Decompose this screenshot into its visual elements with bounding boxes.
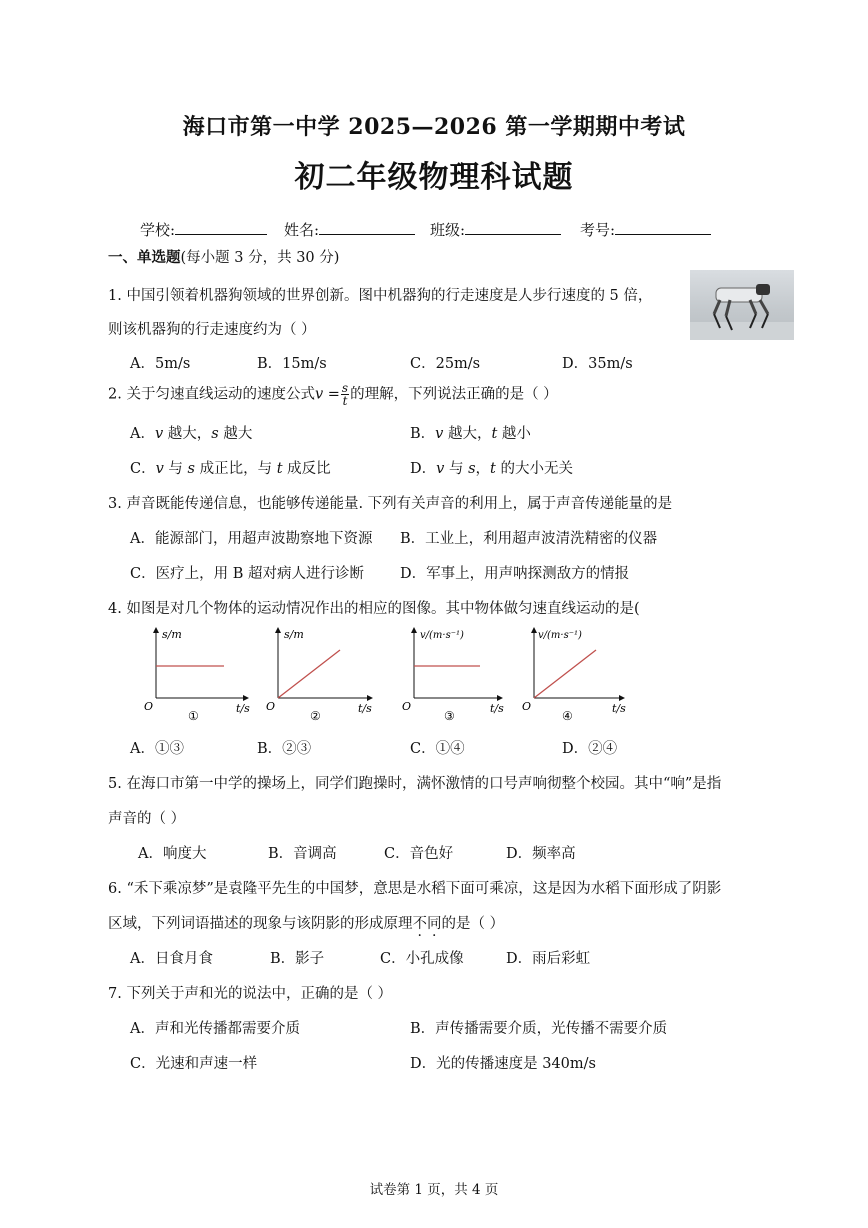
q2-option-d[interactable]: D．v 与 s，t 的大小无关: [410, 461, 573, 477]
q4-option-a[interactable]: A．①③: [130, 741, 184, 757]
exam-title-line2: 初二年级物理科试题: [294, 160, 574, 195]
q1-option-d[interactable]: D．35m/s: [562, 356, 633, 372]
graph-4-xlabel: t/s: [612, 702, 626, 715]
q3-option-d[interactable]: D．军事上，用声呐探测敌方的情报: [400, 566, 630, 582]
q7-option-b[interactable]: B．声传播需要介质，光传播不需要介质: [410, 1021, 668, 1037]
q6-option-d[interactable]: D．雨后彩虹: [506, 951, 591, 967]
q3-option-b[interactable]: B．工业上，利用超声波清洗精密的仪器: [400, 531, 658, 547]
graph-1-origin: O: [144, 700, 154, 713]
graph-2-line: [278, 650, 340, 698]
q7-option-a[interactable]: A．声和光传播都需要介质: [130, 1021, 300, 1037]
info-school: 学校:: [140, 218, 267, 240]
q7-option-c[interactable]: C．光速和声速一样: [130, 1056, 258, 1072]
q5-stem-line1: 5. 在海口市第一中学的操场上，同学们跑操时，满怀激情的口号声响彻整个校园。其中“响”是指: [108, 776, 722, 792]
graph-2-xlabel: t/s: [358, 702, 372, 715]
q3-stem: 3. 声音既能传递信息，也能够传递能量. 下列有关声音的利用上，属于声音传递能量的是: [108, 496, 673, 512]
q5-option-a[interactable]: A．响度大: [138, 846, 207, 862]
q2-option-b[interactable]: B．v 越大，t 越小: [410, 426, 531, 442]
q5-option-c[interactable]: C．音色好: [384, 846, 454, 862]
info-name: 姓名:: [284, 218, 415, 240]
graph-1-xlabel: t/s: [236, 702, 250, 715]
q5-option-b[interactable]: B．音调高: [268, 846, 337, 862]
graph-2-number: ②: [310, 709, 321, 723]
q6-stem-line2: 区域，下列词语描述的现象与该阴影的形成原理不同的是（ ）: [108, 916, 505, 932]
name-blank[interactable]: [319, 218, 415, 235]
q7-stem: 7. 下列关于声和光的说法中，正确的是（ ）: [108, 986, 393, 1002]
graph-1-number: ①: [188, 709, 199, 723]
graph-4-line: [534, 650, 596, 698]
q6-option-a[interactable]: A．日食月食: [130, 951, 213, 967]
emphasis-same: 同: [427, 916, 442, 932]
graph-3-origin: O: [402, 700, 412, 713]
q1-option-c[interactable]: C．25m/s: [410, 356, 481, 372]
graph-4: [522, 628, 626, 723]
q2-option-c[interactable]: C．v 与 s 成正比，与 t 成反比: [130, 461, 331, 477]
q1-stem-line1: 1. 中国引领着机器狗领域的世界创新。图中机器狗的行走速度是人步行速度的 5 倍，: [108, 288, 653, 304]
graph-2: [266, 628, 372, 723]
q1-stem-line2: 则该机器狗的行走速度约为（ ）: [108, 322, 316, 338]
section-heading: 一、单选题(每小题 3 分，共 30 分): [108, 249, 340, 266]
q4-option-d[interactable]: D．②④: [562, 741, 618, 757]
graph-2-ylabel: s/m: [284, 628, 304, 641]
q6-option-c[interactable]: C．小孔成像: [380, 951, 464, 967]
q6-option-b[interactable]: B．影子: [270, 951, 325, 967]
class-blank[interactable]: [465, 218, 561, 235]
emphasis-not: 不: [412, 916, 427, 932]
graph-3: [402, 628, 504, 723]
graph-3-xlabel: t/s: [490, 702, 504, 715]
q4-graphs: [140, 624, 640, 724]
graph-4-number: ④: [562, 709, 573, 723]
graph-1: [144, 628, 250, 723]
graph-2-origin: O: [266, 700, 276, 713]
q1-option-b[interactable]: B．15m/s: [257, 356, 327, 372]
school-blank[interactable]: [175, 218, 267, 235]
q4-option-b[interactable]: B．②③: [257, 741, 312, 757]
q4-option-c[interactable]: C．①④: [410, 741, 465, 757]
graph-3-ylabel: v/(m·s⁻¹): [420, 630, 464, 641]
exam-no-blank[interactable]: [615, 218, 711, 235]
q6-stem-line1: 6. “禾下乘凉梦”是袁隆平先生的中国梦，意思是水稻下面可乘凉，这是因为水稻下面形成了阴影: [108, 881, 722, 897]
q1-option-a[interactable]: A．5m/s: [130, 356, 191, 372]
graph-4-origin: O: [522, 700, 532, 713]
q5-option-d[interactable]: D．频率高: [506, 846, 576, 862]
q3-option-c[interactable]: C．医疗上，用 B 超对病人进行诊断: [130, 566, 364, 582]
graph-4-ylabel: v/(m·s⁻¹): [538, 630, 582, 641]
q2-stem: 2. 关于匀速直线运动的速度公式v = $\frac{s}{t}$ 的理解，下列说法正确的是（ ）: [108, 381, 558, 408]
robot-dog-image: [690, 270, 794, 340]
q7-option-d[interactable]: D．光的传播速度是 340m/s: [410, 1056, 596, 1072]
q3-option-a[interactable]: A．能源部门，用超声波勘察地下资源: [130, 531, 373, 547]
info-exam-no: 考号:: [580, 218, 711, 240]
exam-title-line1: 海口市第一中学 2025—2026 第一学期期中考试: [182, 114, 686, 140]
q2-option-a[interactable]: A．v 越大，s 越大: [130, 426, 253, 442]
graph-1-ylabel: s/m: [162, 628, 182, 641]
info-class: 班级:: [430, 218, 561, 240]
graph-3-number: ③: [444, 709, 455, 723]
page-footer: 试卷第 1 页，共 4 页: [369, 1182, 499, 1198]
q4-stem: 4. 如图是对几个物体的运动情况作出的相应的图像。其中物体做匀速直线运动的是(: [108, 601, 640, 617]
q5-stem-line2: 声音的（ ）: [108, 811, 186, 827]
formula-fraction: $\frac{s}{t}$: [341, 381, 349, 408]
